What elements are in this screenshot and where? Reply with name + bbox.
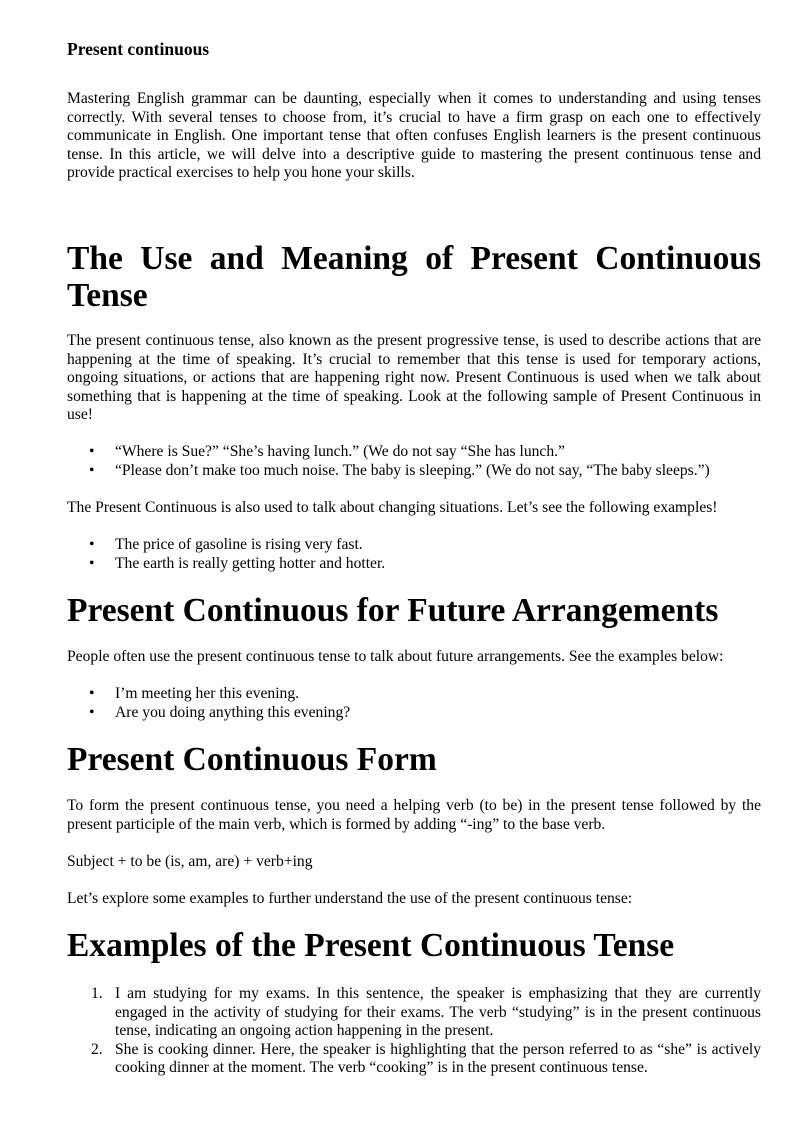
section-use-heading: The Use and Meaning of Present Continuous Tense [67, 240, 761, 314]
list-item-number: 1. [91, 985, 103, 1002]
section-future-bullet-list [67, 685, 761, 722]
section-future-paragraph: People often use the present continuous tense to talk about future arrangements. See the examples below: [67, 648, 724, 665]
list-item-text: “Please don’t make too much noise. The baby is sleeping.” (We do not say, “The baby sleeps.”) [115, 461, 710, 479]
list-item [67, 685, 761, 704]
section-form-paragraph-2: Let’s explore some examples to further understand the use of the present continuous tense: [67, 890, 633, 907]
list-item [67, 1041, 761, 1078]
present-continuous-formula: Subject + to be (is, am, are) + verb+ing [67, 853, 313, 870]
list-item-text: She is cooking dinner. Here, the speaker is highlighting that the person referred to as “she” is actively cooking dinner at the moment. The verb “cooking” is in the present continuous tense. [115, 1040, 761, 1077]
list-item [67, 536, 761, 555]
list-item-text: “Where is Sue?” “She’s having lunch.” (We do not say “She has lunch.” [115, 443, 565, 460]
section-use-bullet-list [67, 443, 761, 480]
list-item-text: The price of gasoline is rising very fast. [115, 536, 363, 553]
examples-numbered-list [67, 985, 761, 1078]
bullet-icon: • [89, 536, 95, 553]
bullet-icon: • [89, 685, 95, 702]
list-item [67, 985, 761, 1041]
document-title: Present continuous [67, 39, 210, 59]
bullet-icon: • [89, 461, 95, 479]
bullet-icon: • [89, 703, 95, 721]
list-item [67, 704, 761, 723]
section-form-heading: Present Continuous Form [67, 741, 437, 778]
bullet-icon: • [89, 443, 95, 460]
list-item [67, 555, 761, 574]
section-use-paragraph: The present continuous tense, also known as the present progressive tense, is used to describe actions that are happening at the time of speaking. It’s crucial to remember that this tense is used for temporary actions, ongoing situations, or actions that are happening right now. Present Continuous is used when we talk about something that is happening at the time of speaking. Look at the following sample of Present Continuous in use! [67, 332, 761, 424]
list-item-number: 2. [91, 1040, 103, 1058]
intro-paragraph: Mastering English grammar can be daunting, especially when it comes to understanding and using tenses correctly. With several tenses to choose from, it’s crucial to have a firm grasp on each one to effectively communicate in English. One important tense that often confuses English learners is the present continuous tense. In this article, we will delve into a descriptive guide to mastering the present continuous tense and provide practical exercises to help you hone your skills. [67, 90, 761, 182]
section-examples-heading: Examples of the Present Continuous Tense [67, 927, 675, 964]
list-item-text: I’m meeting her this evening. [115, 685, 300, 702]
section-use-bullet-list-2 [67, 536, 761, 573]
list-item-text: I am studying for my exams. In this sentence, the speaker is emphasizing that they are currently engaged in the activity of studying for their exams. The verb “studying” is in the present continuous tense, indicating an ongoing action happening in the present. [115, 985, 761, 1040]
list-item-text: Are you doing anything this evening? [115, 703, 351, 721]
section-use-paragraph-2: The Present Continuous is also used to talk about changing situations. Let’s see the following examples! [67, 499, 718, 516]
list-item-text: The earth is really getting hotter and hotter. [115, 554, 386, 572]
list-item [67, 443, 761, 462]
section-form-paragraph: To form the present continuous tense, you need a helping verb (to be) in the present tense followed by the present participle of the main verb, which is formed by adding “-ing” to the base verb. [67, 797, 761, 833]
section-future-heading: Present Continuous for Future Arrangements [67, 592, 719, 629]
list-item [67, 462, 761, 481]
bullet-icon: • [89, 554, 95, 572]
